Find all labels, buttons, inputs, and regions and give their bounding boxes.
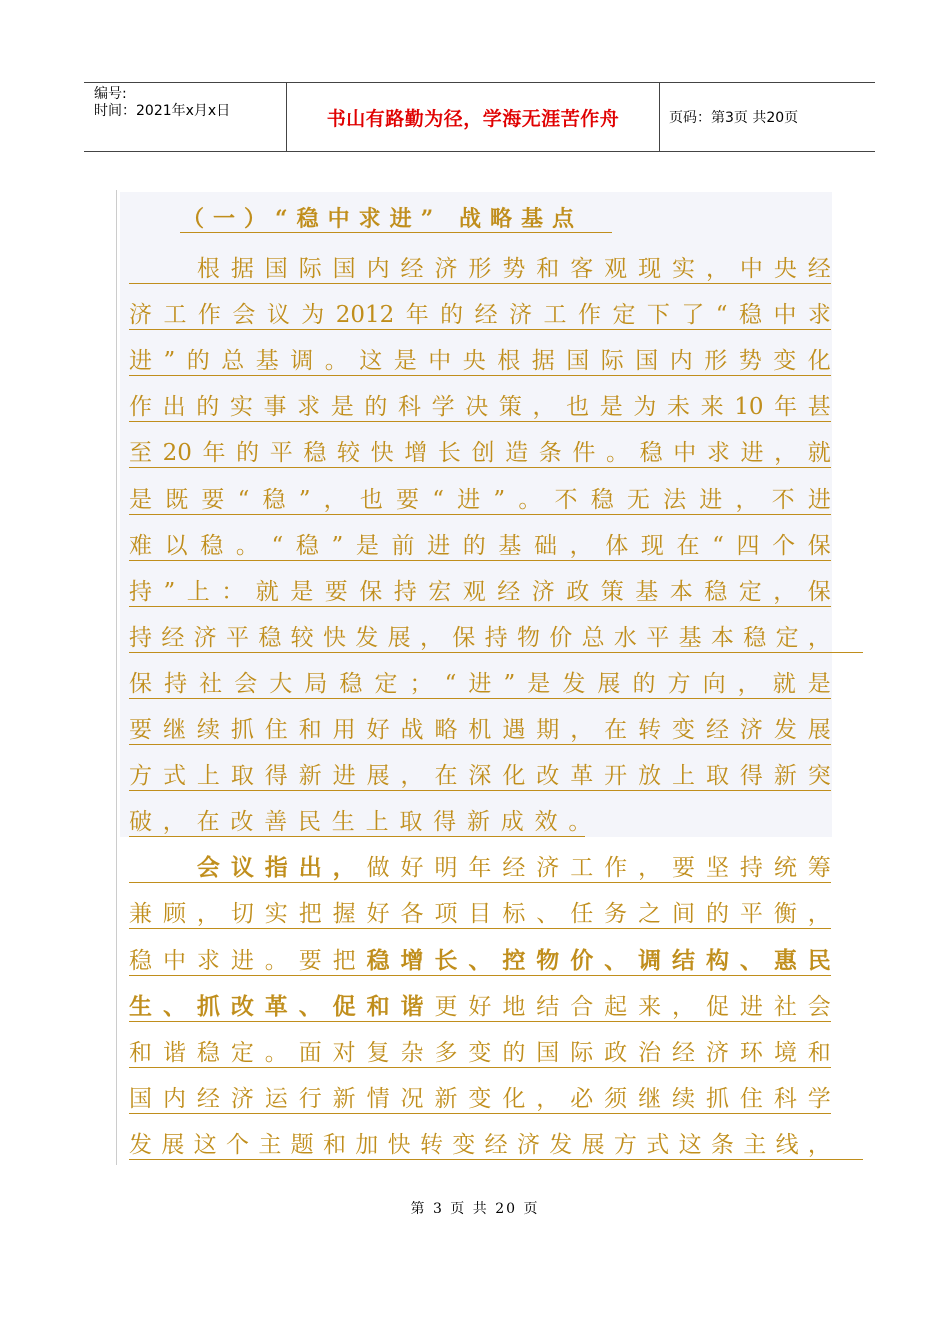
line-underline xyxy=(129,514,831,515)
text-line: 和 谐 稳 定 。 面 对 复 杂 多 变 的 国 际 政 治 经 济 环 境 和 xyxy=(129,1039,831,1066)
text-line: 至 20 年 的 平 稳 较 快 增 长 创 造 条 件 。 稳 中 求 进 ， 就 xyxy=(129,440,831,467)
line-underline xyxy=(129,744,831,745)
title-underline xyxy=(180,232,612,233)
line-underline xyxy=(129,329,831,330)
text-line: 稳 中 求 进 。 要 把 稳 增 长 、 控 物 价 、 调 结 构 、 惠 民 xyxy=(129,946,831,974)
text-line: 持 ” 上 ： 就 是 要 保 持 宏 观 经 济 政 策 基 本 稳 定 ， 保 xyxy=(129,578,831,605)
text-line: 要 继 续 抓 住 和 用 好 战 略 机 遇 期 ， 在 转 变 经 济 发 展 xyxy=(129,717,831,743)
line-underline xyxy=(129,652,863,653)
line-underline xyxy=(129,882,831,883)
line-underline xyxy=(129,1113,831,1114)
line-underline xyxy=(129,560,831,561)
text-line: 作 出 的 实 事 求 是 的 科 学 决 策 ， 也 是 为 未 来 10 年 甚 xyxy=(129,394,831,421)
line-underline xyxy=(129,928,831,929)
line-underline xyxy=(129,1159,863,1160)
text-line: 是 既 要 “ 稳 ” ， 也 要 “ 进 ” 。 不 稳 无 法 进 ， 不 进 xyxy=(129,486,831,513)
page-footer: 第 3 页 共 20 页 xyxy=(410,1201,540,1217)
line-underline xyxy=(129,836,585,837)
document-number-label: 编号: xyxy=(94,86,127,102)
text-line: 国 内 经 济 运 行 新 情 况 新 变 化 ， 必 须 继 续 抓 住 科 学 xyxy=(129,1085,831,1112)
text-line: 济 工 作 会 议 为 2012 年 的 经 济 工 作 定 下 了 “ 稳 中 求 xyxy=(129,302,831,329)
line-underline xyxy=(129,790,831,791)
header-divider xyxy=(659,83,660,151)
line-underline xyxy=(129,421,831,422)
text-line: 根 据 国 际 国 内 经 济 形 势 和 客 观 现 实 ， 中 央 经 xyxy=(196,256,831,282)
line-underline xyxy=(129,283,831,284)
header-meta xyxy=(94,86,230,120)
line-underline xyxy=(129,1067,831,1068)
text-line: 兼 顾 ， 切 实 把 握 好 各 项 目 标 、 任 务 之 间 的 平 衡 ， xyxy=(129,901,831,928)
text-line: 方 式 上 取 得 新 进 展 ， 在 深 化 改 革 开 放 上 取 得 新 突 xyxy=(129,763,831,790)
header-page-info: 页码：第3页 共20页 xyxy=(669,110,799,126)
text-line: 保 持 社 会 大 局 稳 定 ； “ 进 ” 是 发 展 的 方 向 ， 就 是 xyxy=(129,670,831,697)
text-line: 难 以 稳 。 “ 稳 ” 是 前 进 的 基 础 ， 体 现 在 “ 四 个 保 xyxy=(129,532,831,559)
line-underline xyxy=(129,975,831,976)
margin-rule xyxy=(116,190,117,1165)
line-underline xyxy=(129,375,831,376)
text-line: 持 经 济 平 稳 较 快 发 展 ， 保 持 物 价 总 水 平 基 本 稳 定 ， xyxy=(129,624,831,651)
document-time-label: 时间：2021年x月x日 xyxy=(94,103,231,119)
text-line: 发 展 这 个 主 题 和 加 快 转 变 经 济 发 展 方 式 这 条 主 线 ， xyxy=(129,1131,831,1158)
section-title: （一）“稳中求进” 战略基点 xyxy=(182,206,583,232)
page-header xyxy=(84,82,875,152)
line-underline xyxy=(129,698,831,699)
line-underline xyxy=(129,606,831,607)
text-line: 破 ， 在 改 善 民 生 上 取 得 新 成 效 。 xyxy=(129,809,592,836)
text-line: 进 ” 的 总 基 调 。 这 是 中 央 根 据 国 际 国 内 形 势 变 化 xyxy=(129,348,831,375)
header-motto: 书山有路勤为径，学海无涯苦作舟 xyxy=(326,107,620,130)
line-underline xyxy=(129,1021,831,1022)
line-underline xyxy=(129,467,831,468)
text-line: 会 议 指 出 ， 做 好 明 年 经 济 工 作 ， 要 坚 持 统 筹 xyxy=(196,854,831,882)
text-line: 生 、 抓 改 革 、 促 和 谐 更 好 地 结 合 起 来 ， 促 进 社 会 xyxy=(129,992,831,1020)
